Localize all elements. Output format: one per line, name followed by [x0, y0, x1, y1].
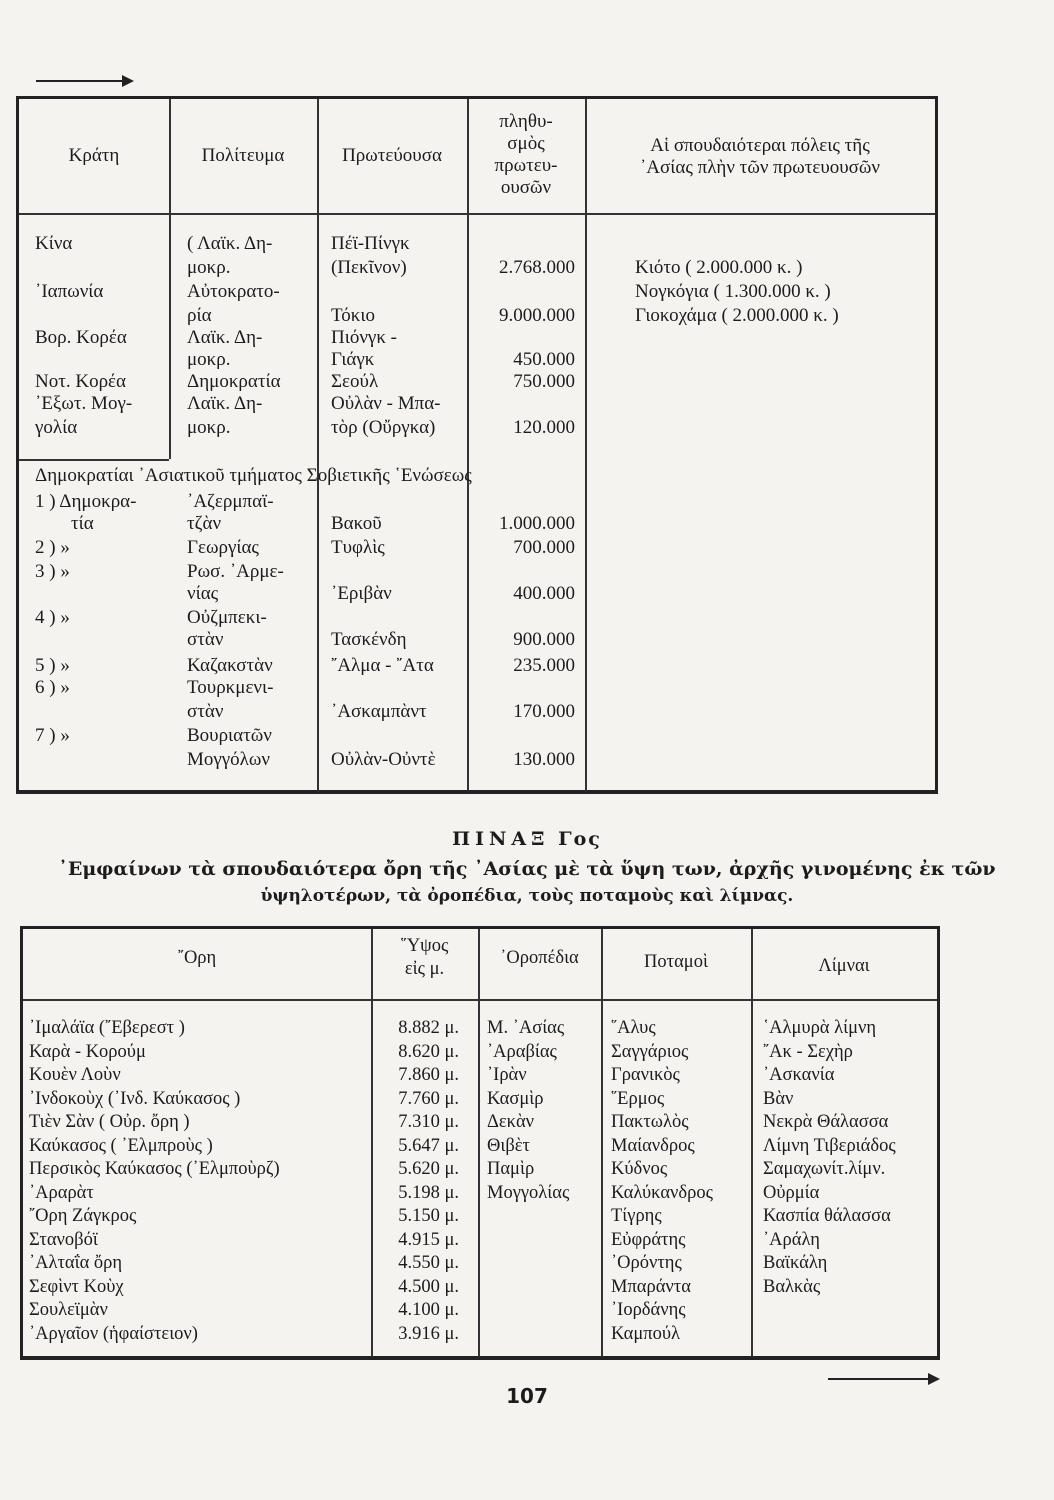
table-row	[19, 561, 935, 583]
cell-government: στὰν	[187, 701, 224, 722]
cell-lake: Βαϊκάλη	[763, 1253, 828, 1273]
header-population	[467, 111, 585, 199]
table-row	[23, 1158, 937, 1182]
cell-height: 4.100 μ.	[398, 1300, 459, 1320]
cell-government: μοκρ.	[187, 349, 231, 370]
header-height-line: ῞Υψος	[400, 936, 449, 956]
table-row	[19, 655, 935, 677]
cell-population: 450.000	[513, 349, 575, 370]
cell-river: ῞Ερμος	[611, 1088, 665, 1109]
cell-plateau: Θιβὲτ	[487, 1135, 530, 1156]
table-row	[23, 1205, 937, 1229]
table-row	[23, 1041, 937, 1065]
cell-mountain: ᾿Αραρὰτ	[29, 1182, 94, 1203]
cell-government: μοκρ.	[187, 257, 231, 278]
cell-river: Μαίανδρος	[611, 1135, 695, 1156]
caption-title	[0, 826, 1054, 852]
header-capital: Πρωτεύουσα	[342, 145, 442, 166]
cell-lake: Νεκρὰ Θάλασσα	[763, 1112, 889, 1132]
cell-height: 7.760 μ.	[398, 1088, 459, 1109]
header-lakes: Λίμναι	[818, 956, 870, 976]
cell-government: νίας	[187, 583, 219, 604]
table-row	[19, 417, 935, 439]
cell-state: 3 ) »	[35, 561, 70, 582]
cell-population: 750.000	[513, 371, 575, 392]
cell-river: ῞Αλυς	[611, 1018, 656, 1038]
header-divider	[23, 999, 937, 1001]
cell-lake: ᾿Αράλη	[763, 1229, 820, 1250]
cell-state: Νοτ. Κορέα	[35, 371, 126, 392]
cell-population: 9.000.000	[499, 305, 575, 326]
table-row	[19, 305, 935, 327]
cell-height: 4.500 μ.	[398, 1276, 459, 1297]
header-cities-line: Αἱ σπουδαιότεραι πόλεις τῆς	[650, 135, 870, 156]
cell-mountain: Καύκασος ( ᾿Ελμπροὺς )	[29, 1135, 213, 1156]
cell-river: Σαγγάριος	[611, 1041, 689, 1062]
cell-river: Εὐφράτης	[611, 1229, 686, 1250]
cell-capital: Τυφλὶς	[331, 537, 385, 558]
table-row	[23, 1111, 937, 1135]
caption-title-number: Γος	[558, 828, 602, 850]
cell-government: Αὐτοκρατο-	[187, 281, 280, 302]
cell-government: Οὐζμπεκι-	[187, 607, 267, 628]
caption-line: ὑψηλοτέρων, τὰ ὀροπέδια, τοὺς ποταμοὺς καὶ λίμνας.	[260, 886, 794, 906]
cell-capital: Οὐλὰν-Οὐντὲ	[331, 749, 436, 770]
cell-height: 4.550 μ.	[398, 1253, 459, 1273]
cell-capital: ᾿Εριβὰν	[331, 583, 392, 604]
cell-lake: ᾿Ασκανία	[763, 1065, 835, 1085]
table-row	[19, 701, 935, 723]
cell-plateau: Δεκὰν	[487, 1112, 535, 1132]
cell-mountain: Κουὲν Λοὺν	[29, 1065, 121, 1085]
cell-height: 4.915 μ.	[398, 1229, 459, 1250]
cell-height: 5.150 μ.	[398, 1206, 459, 1226]
table-row	[19, 513, 935, 535]
cell-capital: Πέϊ-Πίνγκ	[331, 233, 410, 254]
cell-river: ᾿Ιορδάνης	[611, 1300, 686, 1320]
cell-height: 8.620 μ.	[398, 1041, 459, 1062]
cell-state: τία	[71, 513, 94, 534]
cell-capital: ῎Αλμα - ῎Ατα	[331, 655, 434, 676]
header-height	[371, 935, 478, 981]
arrow-decoration	[828, 1378, 938, 1380]
table-row	[19, 677, 935, 699]
cell-lake: Σαμαχωνίτ.λίμν.	[763, 1159, 886, 1179]
header-states: Κράτη	[68, 145, 120, 166]
cell-state: 7 ) »	[35, 725, 70, 746]
table-row	[23, 1088, 937, 1112]
cell-government: ρία	[187, 305, 212, 326]
cell-capital: (Πεκῖνον)	[331, 257, 407, 278]
table-row	[19, 607, 935, 629]
table-row	[19, 583, 935, 605]
header-divider	[19, 213, 935, 215]
section-title: Δημοκρατίαι ᾿Ασιατικοῦ τμήματος Σοβιετικῆς ῾Ενώσεως	[35, 465, 472, 486]
header-height-line: εἰς μ.	[404, 959, 445, 979]
cell-mountain: ᾿Αλταΐα ὄρη	[29, 1253, 123, 1273]
cell-plateau: ᾿Αραβίας	[487, 1041, 557, 1062]
cell-population: 2.768.000	[499, 257, 575, 278]
table-row	[23, 1252, 937, 1276]
cell-plateau: Κασμὶρ	[487, 1088, 544, 1109]
cell-government: στὰν	[187, 629, 224, 650]
cell-river: Καμπούλ	[611, 1323, 681, 1344]
cell-mountain: Περσικὸς Καύκασος (᾿Ελμποὺρζ)	[29, 1159, 280, 1179]
cell-government: τζὰν	[187, 513, 222, 534]
cell-plateau: Μογγολίας	[487, 1182, 570, 1203]
cell-state: Κίνα	[35, 233, 73, 254]
table-row	[23, 1017, 937, 1041]
caption-line: ᾿Εμφαίνων τὰ σπουδαιότερα ὄρη τῆς ᾿Ασίας μὲ τὰ ὕψη των, ἀρχῆς γινομένης ἐκ τῶν	[58, 858, 996, 880]
cell-population: 235.000	[513, 655, 575, 676]
cell-lake: Οὐρμία	[763, 1182, 820, 1203]
table-caption	[0, 826, 1054, 908]
cell-mountain: ῎Ορη Ζάγκρος	[29, 1206, 137, 1226]
cell-mountain: ᾿Ιμαλάϊα (῎Εβερεστ )	[29, 1018, 185, 1038]
cell-river: ᾿Ορόντης	[611, 1253, 682, 1273]
cell-height: 5.647 μ.	[398, 1135, 459, 1156]
row-divider	[19, 459, 169, 461]
cell-population: 900.000	[513, 629, 575, 650]
cell-government: Λαϊκ. Δη-	[187, 327, 263, 348]
cell-mountain: Σουλεϊμὰν	[29, 1300, 108, 1320]
header-cities	[585, 135, 935, 179]
cell-river: Πακτωλὸς	[611, 1112, 689, 1132]
cell-lake: Κασπία θάλασσα	[763, 1206, 891, 1226]
cell-plateau: Παμὶρ	[487, 1159, 535, 1179]
cell-capital: Βακοῦ	[331, 513, 382, 534]
header-plateaus: ᾿Οροπέδια	[500, 948, 579, 968]
cell-state: γολία	[35, 417, 78, 438]
table-row	[19, 749, 935, 771]
header-population-line: ουσῶν	[500, 177, 552, 198]
cell-capital: Πιόνγκ -	[331, 327, 397, 348]
table-row	[19, 349, 935, 371]
cell-capital: Οὐλὰν - Μπα-	[331, 393, 441, 414]
cell-mountain: ᾿Αργαῖον (ἡφαίστειον)	[29, 1323, 198, 1344]
cell-government: ᾿Αζερμπαϊ-	[187, 491, 274, 512]
table-row	[23, 1276, 937, 1300]
cell-height: 3.916 μ.	[398, 1323, 459, 1344]
states-table	[16, 96, 938, 794]
cell-plateau: ᾿Ιρὰν	[487, 1065, 527, 1085]
cell-plateau: Μ. ᾿Ασίας	[487, 1018, 565, 1038]
cell-lake: Λίμνη Τιβεριάδος	[763, 1135, 896, 1156]
cell-population: 700.000	[513, 537, 575, 558]
cell-state: 6 ) »	[35, 677, 70, 698]
cell-capital: Τασκένδη	[331, 629, 407, 650]
cell-capital: τὸρ (Οὔργκα)	[331, 417, 436, 438]
table-row	[19, 257, 935, 279]
cell-cities: Γιοκοχάμα ( 2.000.000 κ. )	[635, 305, 839, 326]
table-row	[19, 491, 935, 513]
cell-lake: ῾Αλμυρὰ λίμνη	[763, 1018, 877, 1038]
header-rivers: Ποταμοὶ	[644, 952, 708, 972]
cell-lake: Βαλκὰς	[763, 1276, 821, 1297]
header-government: Πολίτευμα	[201, 145, 285, 166]
cell-government: Δημοκρατία	[187, 371, 281, 392]
cell-height: 5.620 μ.	[398, 1159, 459, 1179]
cell-government: Ρωσ. ᾿Αρμε-	[187, 561, 284, 582]
table-row	[19, 629, 935, 651]
cell-lake: ῎Ακ - Σεχὴρ	[763, 1041, 853, 1062]
table-row	[23, 1229, 937, 1253]
cell-state: ᾿Εξωτ. Μογ-	[35, 393, 133, 414]
cell-height: 7.310 μ.	[398, 1112, 459, 1132]
cell-lake: Βὰν	[763, 1088, 794, 1109]
arrow-decoration	[36, 80, 132, 82]
cell-state: 5 ) »	[35, 655, 70, 676]
cell-government: Βουριατῶν	[187, 725, 272, 746]
header-cities-line: ᾿Ασίας πλὴν τῶν πρωτευουσῶν	[639, 157, 881, 178]
cell-mountain: ᾿Ινδοκοὺχ (᾿Ινδ. Καύκασος )	[29, 1088, 241, 1109]
page-number: 107	[506, 1384, 548, 1408]
table-row	[19, 327, 935, 349]
cell-cities: Νογκόγια ( 1.300.000 κ. )	[635, 281, 831, 302]
cell-government: Γεωργίας	[187, 537, 259, 558]
cell-river: Καλύκανδρος	[611, 1182, 713, 1203]
header-population-line: πληθυ-	[499, 111, 553, 132]
table-row	[23, 1299, 937, 1323]
table-row	[19, 537, 935, 559]
table-row	[19, 233, 935, 255]
table-row	[19, 393, 935, 415]
table-row	[19, 281, 935, 303]
mountains-table	[20, 926, 940, 1360]
cell-government: ( Λαϊκ. Δη-	[187, 233, 273, 254]
cell-population: 120.000	[513, 417, 575, 438]
table-row	[23, 1182, 937, 1206]
cell-government: Λαϊκ. Δη-	[187, 393, 263, 414]
cell-state: 1 ) Δημοκρα-	[35, 491, 137, 512]
cell-capital: Τόκιο	[331, 305, 375, 326]
header-mountains: ῎Ορη	[177, 948, 217, 968]
cell-capital: Γιάγκ	[331, 349, 375, 370]
cell-mountain: Σεφὶντ Κοὺχ	[29, 1276, 124, 1297]
cell-mountain: Στανοβόϊ	[29, 1229, 98, 1250]
cell-state: ᾿Ιαπωνία	[35, 281, 104, 302]
cell-capital: ᾿Ασκαμπὰντ	[331, 701, 427, 722]
table-row	[19, 725, 935, 747]
table-row	[19, 371, 935, 393]
cell-population: 1.000.000	[499, 513, 575, 534]
caption-title-word: ΠΙΝΑΞ	[452, 828, 550, 850]
header-population-line: σμὸς	[507, 133, 545, 154]
cell-state: 2 ) »	[35, 537, 70, 558]
cell-cities: Κιότο ( 2.000.000 κ. )	[635, 257, 803, 278]
cell-population: 170.000	[513, 701, 575, 722]
cell-mountain: Καρὰ - Κορούμ	[29, 1041, 146, 1062]
cell-river: Τίγρης	[611, 1206, 662, 1226]
cell-state: Βορ. Κορέα	[35, 327, 127, 348]
cell-height: 7.860 μ.	[398, 1065, 459, 1085]
table-row	[23, 1323, 937, 1347]
cell-river: Μπαράντα	[611, 1276, 691, 1297]
cell-river: Γρανικὸς	[611, 1065, 680, 1085]
cell-capital: Σεούλ	[331, 371, 379, 392]
cell-government: Μογγόλων	[187, 749, 270, 770]
cell-state: 4 ) »	[35, 607, 70, 628]
table-row	[23, 1135, 937, 1159]
cell-river: Κύδνος	[611, 1159, 668, 1179]
cell-government: Τουρκμενι-	[187, 677, 274, 698]
cell-government: μοκρ.	[187, 417, 231, 438]
cell-height: 8.882 μ.	[398, 1018, 459, 1038]
cell-mountain: Τιὲν Σὰν ( Οὐρ. ὄρη )	[29, 1112, 190, 1132]
cell-population: 400.000	[513, 583, 575, 604]
cell-population: 130.000	[513, 749, 575, 770]
cell-government: Καζακστὰν	[187, 655, 273, 676]
cell-height: 5.198 μ.	[398, 1182, 459, 1203]
header-population-line: πρωτευ-	[494, 155, 558, 176]
table-row	[23, 1064, 937, 1088]
